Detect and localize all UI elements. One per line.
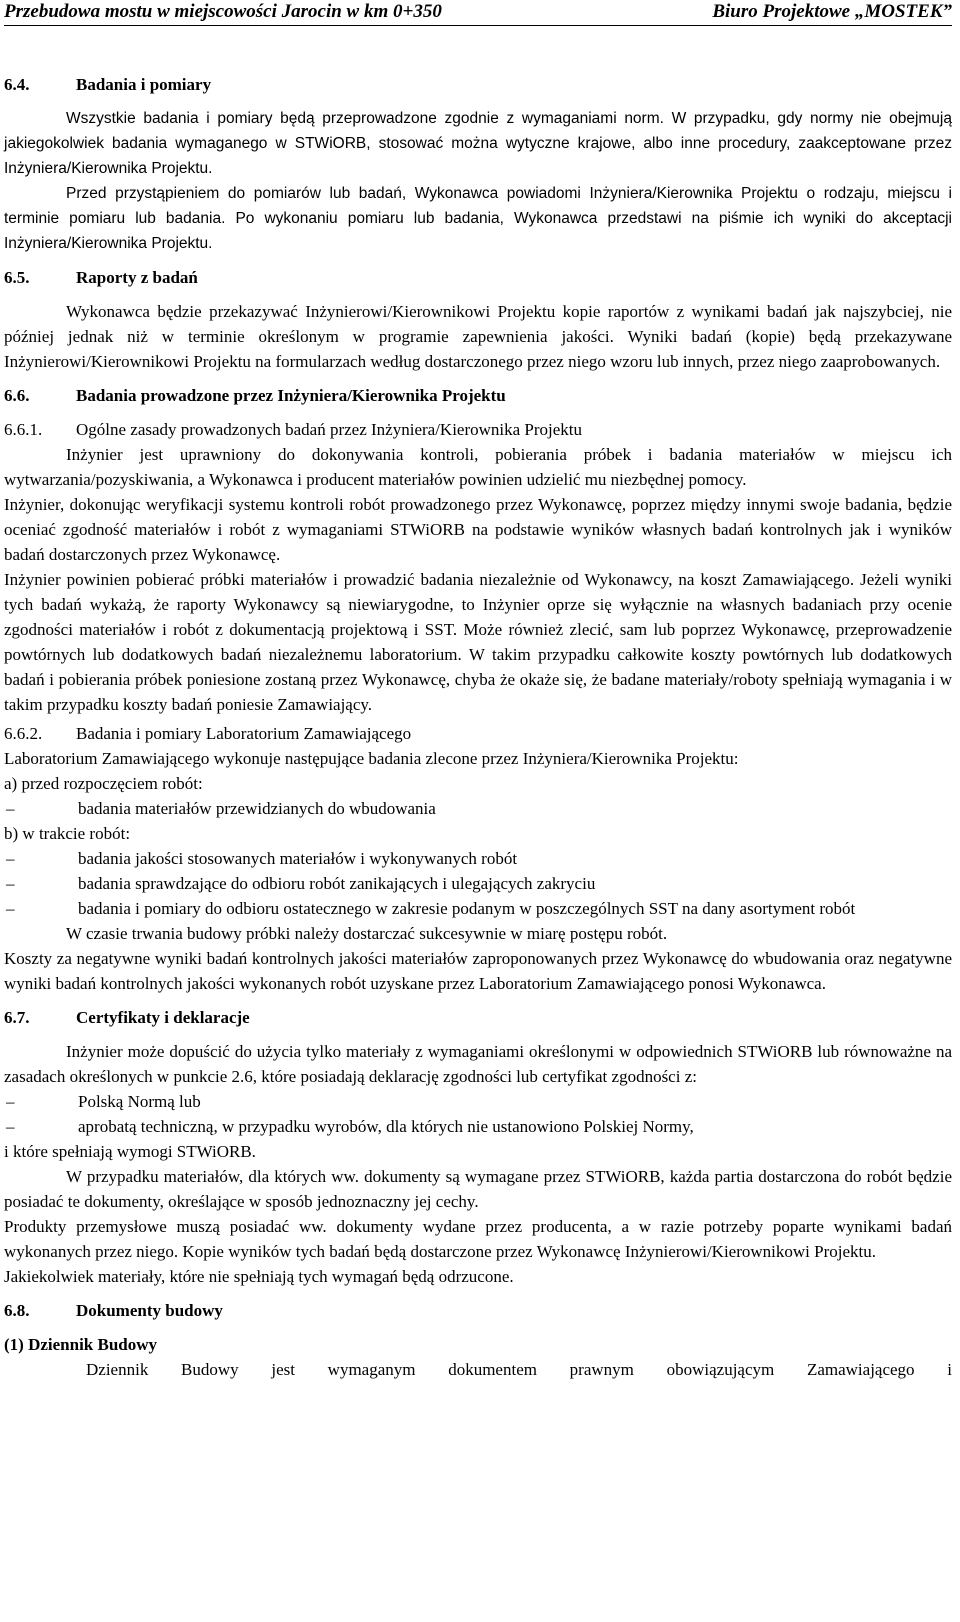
paragraph: W przypadku materiałów, dla których ww. dokumenty są wymagane przez STWiORB, każda partia dostarczona do robót będzie posiadać te dokumenty, określające w sposób jednoznaczny jej cechy. xyxy=(4,1167,952,1211)
paragraph: Inżynier może dopuścić do użycia tylko materiały z wymaganiami określonymi w odpowiednich STWiORB lub równoważne na zasadach określonych w punkcie 2.6, które posiadają deklarację zgodności lub certyfikat zgodności z: xyxy=(4,1042,952,1086)
document-body xyxy=(4,72,952,1382)
paragraph: Koszty za negatywne wyniki badań kontrolnych jakości materiałów zaproponowanych przez Wykonawcę do wbudowania oraz negatywne wyniki badań kontrolnych jakości wykonanych robót uzyskane przez Laboratorium Zamawiającego ponosi Wykonawca. xyxy=(4,949,952,993)
list-item: – Polską Normą lub xyxy=(6,1092,201,1111)
header-company: Biuro Projektowe „MOSTEK” xyxy=(712,1,952,22)
section-heading-6-8: 6.8. Dokumenty budowy xyxy=(4,1301,223,1320)
list-label: a) przed rozpoczęciem robót: xyxy=(4,774,203,793)
subsection-heading-dziennik: (1) Dziennik Budowy xyxy=(4,1335,158,1354)
paragraph: Inżynier powinien pobierać próbki materiałów i prowadzić badania niezależnie od Wykonawcy, na koszt Zamawiającego. Jeżeli wyniki tych badań wykażą, że raporty Wykonawcy są niewiarygodne, to Inżynier oprze się wyłącznie na własnych badaniach przy ocenie zgodności materiałów i robót z dokumentacją projektową i SST. Może również zlecić, sam lub poprzez Wykonawcę, przeprowadzenie powtórnych lub dodatkowych badań niezależnemu laboratorium. W takim przypadku całkowite koszty powtórnych lub dodatkowych badań i pobierania próbek poniesione zostaną przez Wykonawcę, chyba że okaże się, że badane materiały/roboty spełniają wymagania i w takim przypadku koszty badań poniesie Zamawiający. xyxy=(4,570,952,714)
list-item: – badania sprawdzające do odbioru robót zanikających i ulegających zakryciu xyxy=(6,874,596,893)
list-item: – badania jakości stosowanych materiałów i wykonywanych robót xyxy=(6,849,518,868)
paragraph: Produkty przemysłowe muszą posiadać ww. dokumenty wydane przez producenta, a w razie potrzeby poparte wynikami badań wykonanych przez niego. Kopie wyników tych badań będą dostarczone przez Wykonawcę Inżynierowi/Kierownikowi Projektu. xyxy=(4,1217,952,1261)
header-project-title: Przebudowa mostu w miejscowości Jarocin w km 0+350 xyxy=(4,1,442,22)
list-item: – aprobatą techniczną, w przypadku wyrobów, dla których nie ustanowiono Polskiej Normy, xyxy=(6,1117,694,1136)
section-heading-6-4: 6.4. Badania i pomiary xyxy=(4,75,212,94)
paragraph: Dziennik Budowy jest wymaganym dokumentem prawnym obowiązującym Zamawiającego i xyxy=(86,1360,952,1379)
subsection-heading-6-6-1: 6.6.1. Ogólne zasady prowadzonych badań przez Inżyniera/Kierownika Projektu xyxy=(4,420,583,439)
list-label: b) w trakcie robót: xyxy=(4,824,131,843)
section-heading-6-6: 6.6. Badania prowadzone przez Inżyniera/Kierownika Projektu xyxy=(4,386,506,405)
paragraph: Jakiekolwiek materiały, które nie spełniają tych wymagań będą odrzucone. xyxy=(4,1267,514,1286)
paragraph: i które spełniają wymogi STWiORB. xyxy=(4,1142,256,1161)
paragraph: Inżynier jest uprawniony do dokonywania kontroli, pobierania próbek i badania materiałów w miejscu ich wytwarzania/pozyskiwania, a Wykonawca i producent materiałów powinien udzielić mu niezbędnej pomocy. xyxy=(4,445,952,489)
list-item: – badania i pomiary do odbioru ostatecznego w zakresie podanym w poszczególnych SST na dany asortyment robót xyxy=(6,899,856,918)
paragraph: Przed przystąpieniem do pomiarów lub badań, Wykonawca powiadomi Inżyniera/Kierownika Projektu o rodzaju, miejscu i terminie pomiaru lub badania. Po wykonaniu pomiaru lub badania, Wykonawca przedstawi na piśmie ich wyniki do akceptacji Inżyniera/Kierownika Projektu. xyxy=(4,185,952,252)
page-header xyxy=(4,0,952,26)
subsection-heading-6-6-2: 6.6.2. Badania i pomiary Laboratorium Zamawiającego xyxy=(4,724,412,743)
paragraph: Wszystkie badania i pomiary będą przeprowadzone zgodnie z wymaganiami norm. W przypadku, gdy normy nie obejmują jakiegokolwiek badania wymaganego w STWiORB, stosować można wytyczne krajowe, albo inne procedury, zaakceptowane przez Inżyniera/Kierownika Projektu. xyxy=(4,110,952,177)
list-item: – badania materiałów przewidzianych do wbudowania xyxy=(6,799,436,818)
paragraph: Wykonawca będzie przekazywać Inżynierowi/Kierownikowi Projektu kopie raportów z wynikami badań jak najszybciej, nie później jednak niż w terminie określonym w programie zapewnienia jakości. Wyniki badań (kopie) będą przekazywane Inżynierowi/Kierownikowi Projektu na formularzach według dostarczonego przez niego wzoru lub innych, przez niego zaaprobowanych. xyxy=(4,302,952,371)
section-heading-6-7: 6.7. Certyfikaty i deklaracje xyxy=(4,1008,250,1027)
paragraph: Inżynier, dokonując weryfikacji systemu kontroli robót prowadzonego przez Wykonawcę, poprzez między innymi swoje badania, będzie oceniać zgodność materiałów i robót z wymaganiami STWiORB na podstawie wyników własnych badań kontrolnych jak i wyników badań dostarczonych przez Wykonawcę. xyxy=(4,495,952,564)
section-heading-6-5: 6.5. Raporty z badań xyxy=(4,268,198,287)
paragraph: Laboratorium Zamawiającego wykonuje następujące badania zlecone przez Inżyniera/Kierownika Projektu: xyxy=(4,749,739,768)
paragraph: W czasie trwania budowy próbki należy dostarczać sukcesywnie w miarę postępu robót. xyxy=(66,924,668,943)
